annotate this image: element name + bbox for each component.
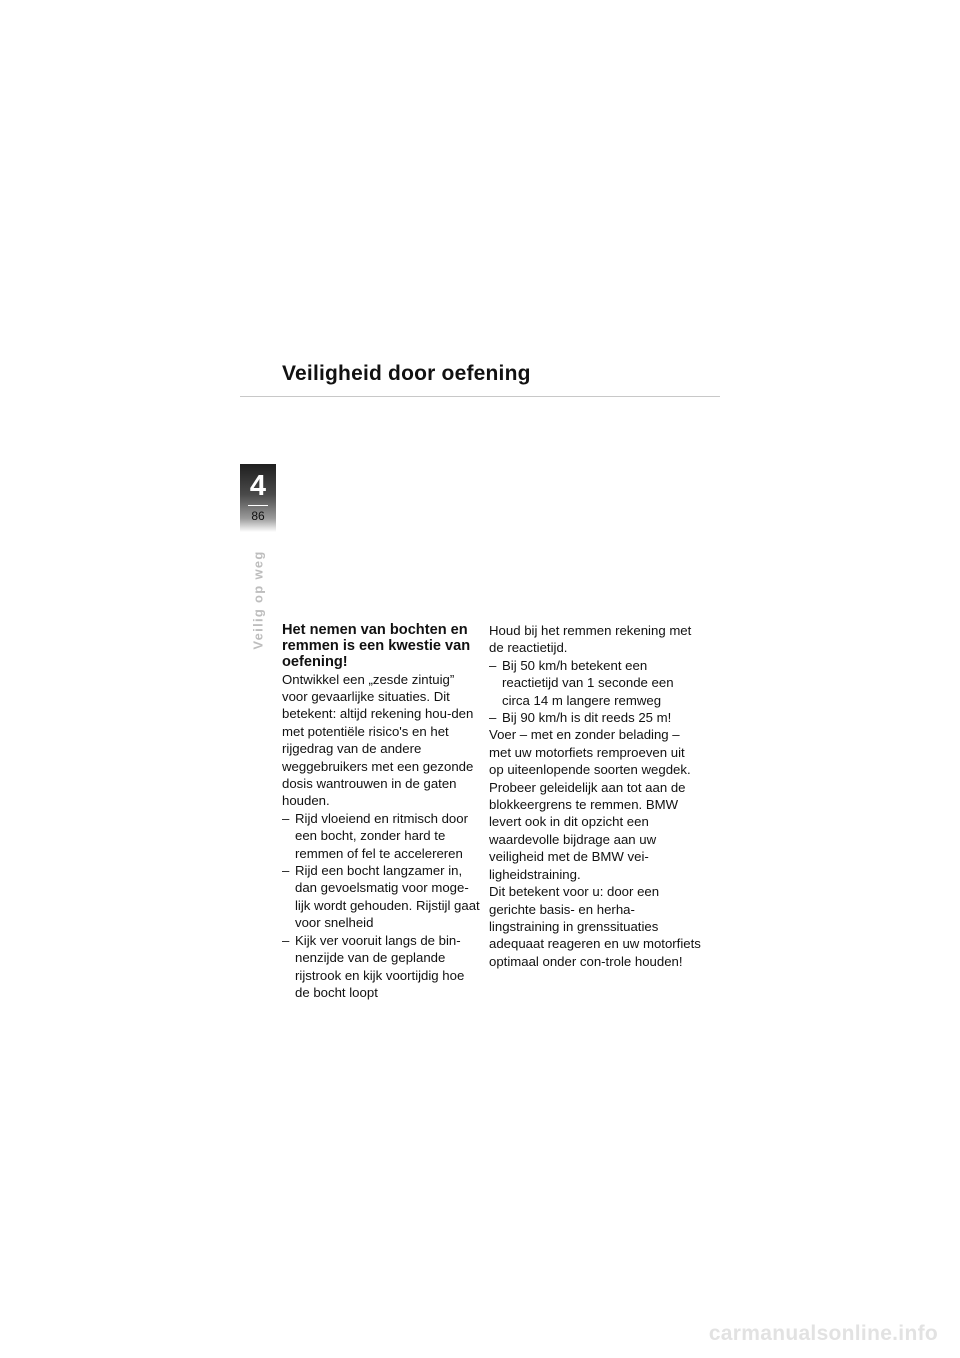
paragraph: Voer – met en zonder belading – met uw motorfiets remproeven uit op uiteenlopende soorten wegdek.: [489, 727, 691, 778]
intro-paragraph: Ontwikkel een „zesde zintuig” voor gevaarlijke situaties. Dit betekent: altijd rekening hou-den met potentiële risico's en het rijgedrag van de andere weggebruikers met een gezonde dosis wantrouwen in de gaten houden.: [282, 671, 474, 809]
list-item: – Rijd vloeiend en ritmisch door een bocht, zonder hard te remmen of fel te accelereren: [282, 810, 480, 862]
watermark: carmanualsonline.info: [708, 1322, 938, 1345]
right-column: [489, 622, 701, 970]
section-heading: Het nemen van bochten en remmen is een kwestie van oefening!: [282, 622, 471, 671]
list-item: – Bij 50 km/h betekent een reactietijd van 1 seconde een circa 14 m langere remweg: [489, 657, 701, 709]
paragraph: Probeer geleidelijk aan tot aan de blokkeergrens te remmen. BMW levert ook in dit opzicht een waardevolle bijdrage aan uw veiligheid met de BMW vei-ligheidstraining.: [489, 779, 686, 882]
braking-list: [489, 657, 701, 727]
chapter-tab: [240, 464, 276, 532]
list-item: – Bij 90 km/h is dit reeds 25 m!: [489, 709, 701, 726]
chapter-side-label: Veilig op weg: [250, 550, 266, 650]
left-column: [282, 622, 480, 1001]
page-number: 86: [251, 509, 265, 523]
title-divider: [240, 396, 720, 397]
list-item: – Rijd een bocht langzamer in, dan gevoelsmatig voor moge-lijk wordt gehouden. Rijstijl gaat voor snelheid: [282, 862, 480, 932]
braking-intro: Houd bij het remmen rekening met de reactietijd.: [489, 623, 692, 656]
page-title: Veiligheid door oefening: [282, 362, 531, 385]
chapter-divider: [248, 505, 268, 506]
paragraph: Dit betekent voor u: door een gerichte basis- en herha-lingstraining in grenssituaties adequaat reageren en uw motorfiets optimaal onder con-trole houden!: [489, 884, 701, 969]
tips-list: [282, 810, 480, 1001]
chapter-number: 4: [249, 470, 267, 502]
list-item: – Kijk ver vooruit langs de bin-nenzijde van de geplande rijstrook en kijk voortijdig hoe de bocht loopt: [282, 932, 480, 1002]
